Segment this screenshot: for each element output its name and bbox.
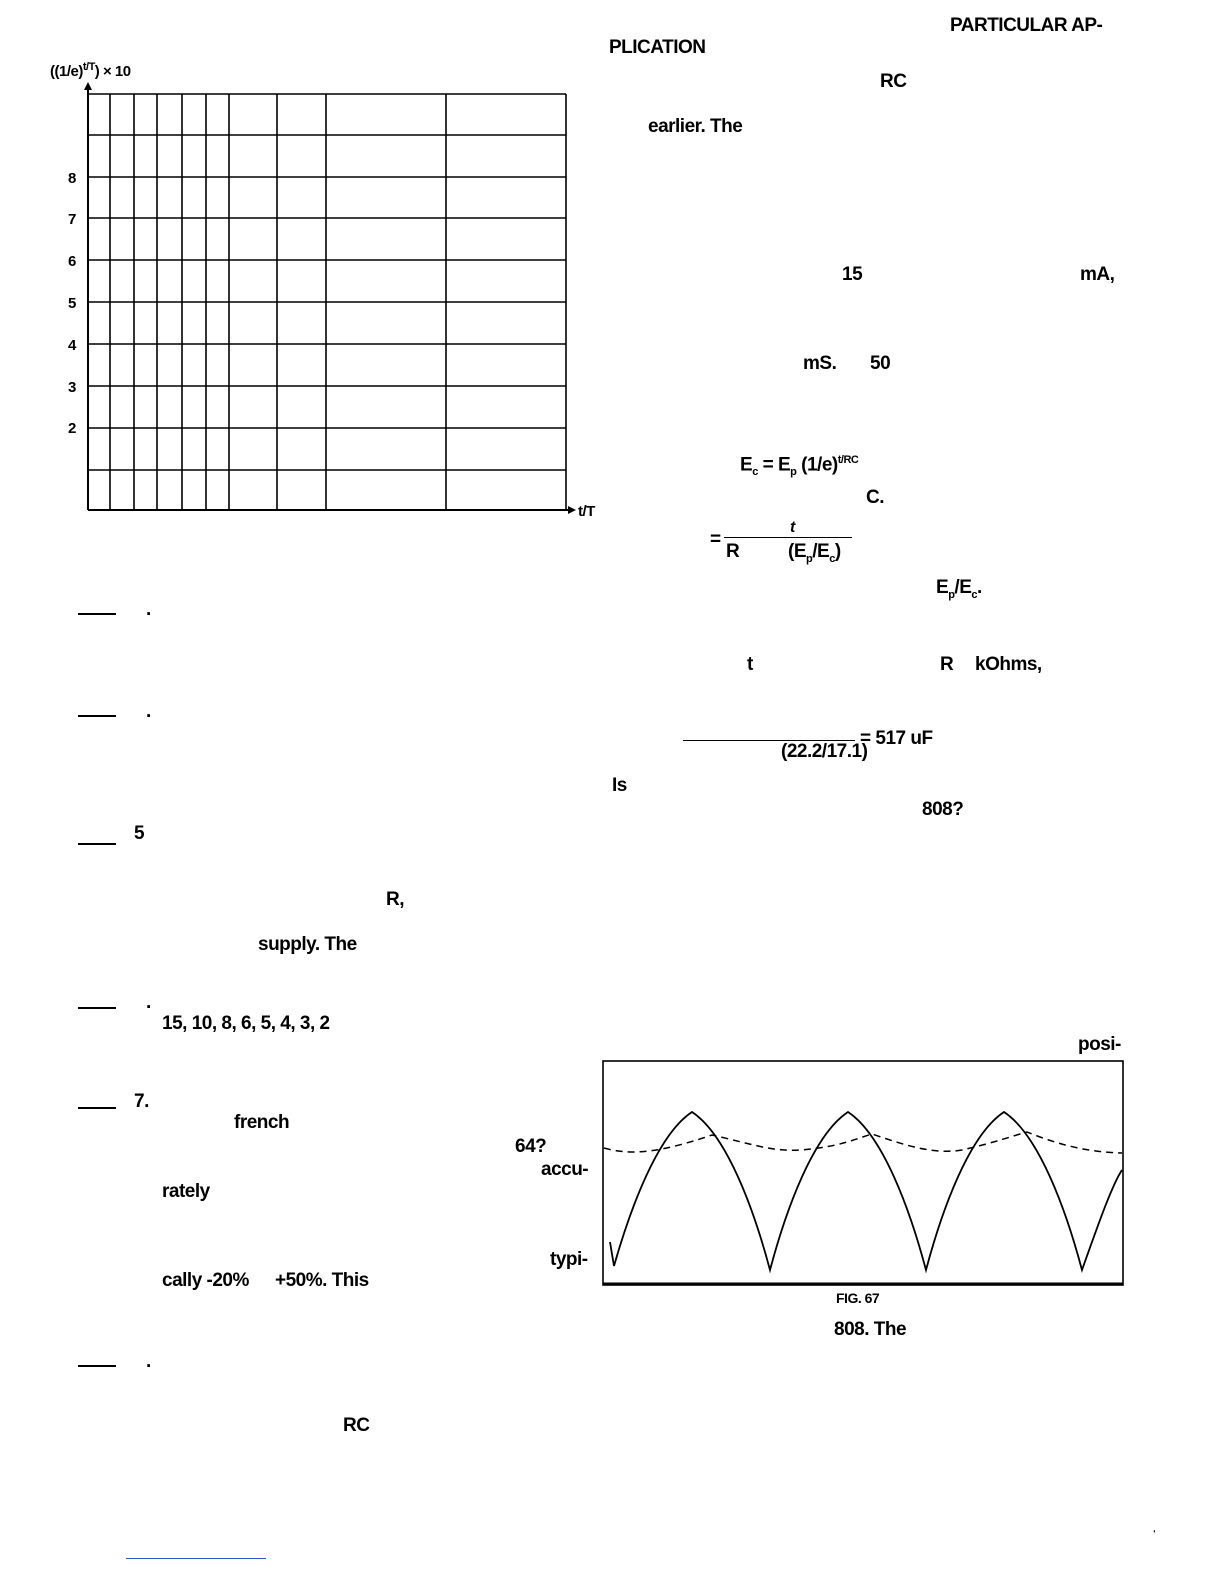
blank-line: [78, 613, 116, 615]
text-fragment: 808?: [922, 799, 964, 820]
text-fragment: accu-: [541, 1159, 589, 1180]
text-fragment: typi-: [550, 1249, 588, 1270]
text-fragment: 64?: [515, 1136, 547, 1157]
text-fragment: C.: [866, 487, 884, 508]
fraction-equals: =: [710, 529, 721, 550]
x-axis-arrow: [568, 506, 576, 514]
text-fragment: .: [146, 1351, 151, 1372]
footer-rule: [126, 1558, 266, 1559]
y-tick-label: 6: [68, 253, 77, 270]
header-right: PARTICULAR AP-: [950, 15, 1103, 36]
text-fragment: french: [234, 1112, 290, 1133]
text-fragment: mS.: [803, 353, 837, 374]
text-fragment: cally -20%: [162, 1270, 249, 1291]
fraction-numerator: t: [790, 519, 795, 536]
y-tick-label: 3: [68, 379, 77, 396]
text-fragment: Is: [612, 775, 627, 796]
text-fragment: mA,: [1080, 264, 1115, 285]
y-tick-label: 7: [68, 211, 77, 228]
fraction-bar: [724, 537, 852, 538]
text-fragment: .: [146, 701, 151, 722]
blank-line: [78, 1365, 116, 1367]
figure-caption-text: 808. The: [834, 1319, 907, 1340]
text-fragment: RC: [880, 71, 907, 92]
text-fragment: earlier. The: [648, 116, 743, 137]
text-fragment: 5: [134, 823, 145, 844]
y-axis-arrow: [84, 82, 92, 90]
ratio-text: $E_p/E_c$.: [936, 577, 982, 601]
result-denominator: (22.2/17.1): [781, 741, 868, 762]
result-value: = 517 uF: [860, 728, 933, 749]
y-tick-label: 2: [68, 420, 77, 437]
blank-line: [78, 715, 116, 717]
text-fragment: 50: [870, 353, 891, 374]
result-fraction-bar-left: [683, 740, 783, 741]
text-fragment: posi-: [1078, 1034, 1121, 1055]
text-fragment: t: [747, 654, 753, 675]
text-fragment: 15: [842, 264, 863, 285]
text-fragment: rately: [162, 1181, 210, 1202]
fraction-denominator-r: R: [726, 541, 740, 562]
figure-frame: [603, 1061, 1123, 1285]
figure-caption: FIG. 67: [836, 1290, 880, 1306]
graph-grid: [88, 94, 566, 510]
corner-mark: ˈ: [1152, 1527, 1157, 1543]
blank-line: [78, 1107, 116, 1109]
graph-ylabel: $((1/e)^{t/T}) \times 10$: [50, 61, 131, 80]
text-fragment: supply. The: [258, 934, 357, 955]
text-fragment: 7.: [134, 1091, 149, 1112]
text-fragment: R: [940, 654, 954, 675]
text-fragment: .: [146, 599, 151, 620]
text-fragment: RC: [343, 1415, 370, 1436]
y-tick-label: 8: [68, 170, 77, 187]
blank-line: [78, 843, 116, 845]
header-continued: PLICATION: [609, 37, 706, 58]
text-fragment: .: [146, 992, 151, 1013]
blank-line: [78, 1007, 116, 1009]
graph-xlabel: t/T: [578, 503, 595, 520]
text-fragment: R,: [386, 889, 404, 910]
decay-graph: [60, 80, 580, 550]
fraction-denominator: $(E_p/E_c)$: [788, 541, 841, 565]
text-fragment: +50%. This: [275, 1270, 369, 1291]
filtered-ripple: [604, 1132, 1122, 1153]
equation-ec: $E_c = E_p$ $(1/e)^{t/RC}$: [740, 454, 859, 479]
y-tick-label: 4: [68, 337, 77, 354]
text-fragment: kOhms,: [975, 654, 1042, 675]
y-tick-label: 5: [68, 295, 77, 312]
waveform-figure: [602, 1060, 1126, 1292]
text-fragment: 15, 10, 8, 6, 5, 4, 3, 2: [162, 1013, 330, 1034]
